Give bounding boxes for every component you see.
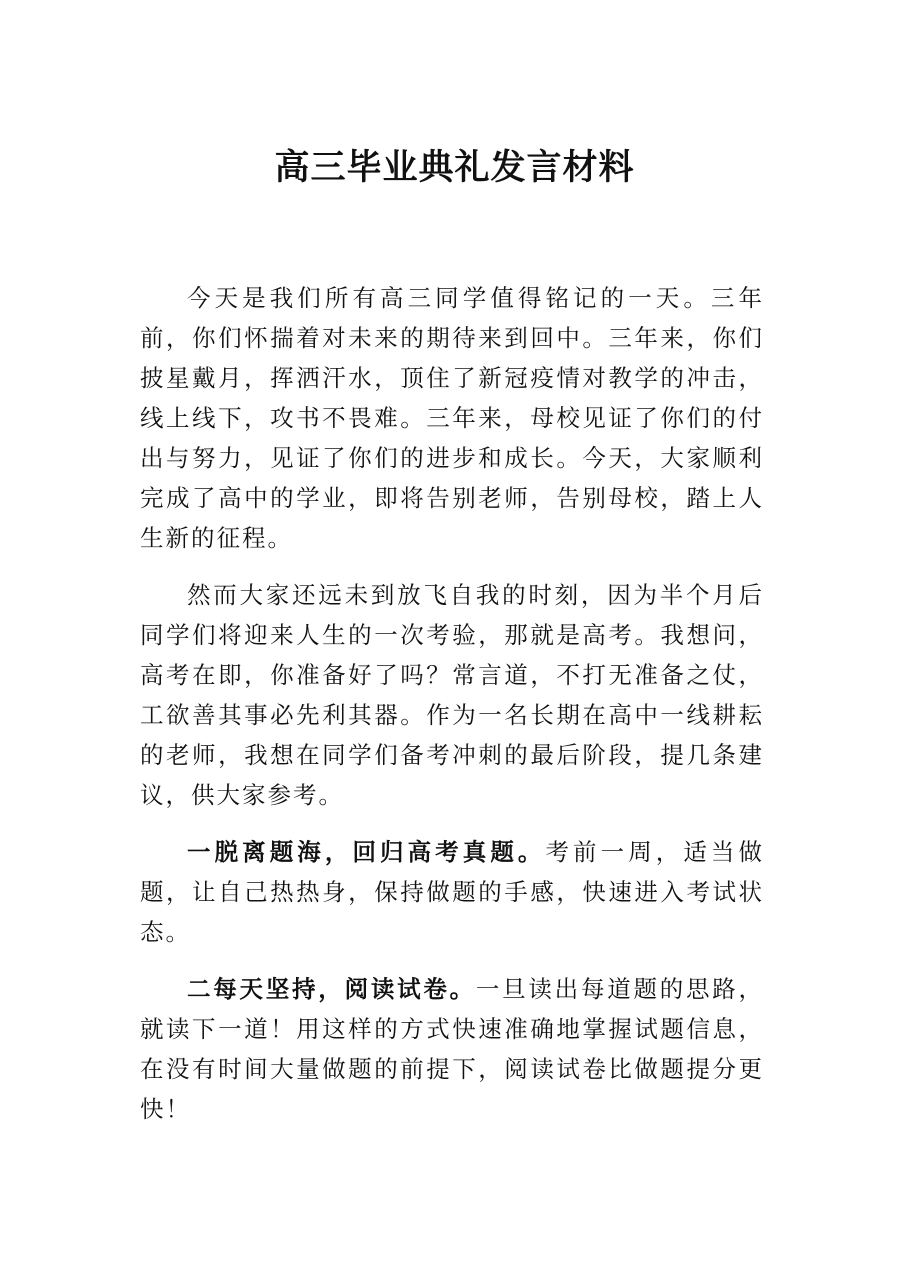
paragraph-text: 今天是我们所有高三同学值得铭记的一天。三年前，你们怀揣着对未来的期待来到回中。三年来，你们披星戴月，挥洒汗水，顶住了新冠疫情对教学的冲击，线上线下，攻书不畏难。三年来，母校见证了你们的付出与努力，见证了你们的进步和成长。今天，大家顺利完成了高中的学业，即将告别老师，告别母校，踏上人生新的征程。 <box>140 284 764 552</box>
paragraph-suggestion-2 <box>140 969 764 1129</box>
document-title: 高三毕业典礼发言材料 <box>274 147 635 188</box>
paragraph-intro <box>140 278 764 558</box>
paragraph-text: 考前一周，适当做题，让自己热热身，保持做题的手感，快速进入考试状态。 <box>140 838 765 946</box>
paragraph-text: 然而大家还远未到放飞自我的时刻，因为半个月后同学们将迎来人生的一次考验，那就是高考。我想问，高考在即，你准备好了吗？常言道，不打无准备之仗，工欲善其事必先利其器。作为一名长期在高中一线耕耘的老师，我想在同学们备考冲刺的最后阶段，提几条建议，供大家参考。 <box>140 581 764 809</box>
paragraph-exam-advice <box>140 575 764 815</box>
paragraph-heading: 二每天坚持，阅读试卷。 <box>187 975 476 1003</box>
paragraph-heading: 一脱离题海，回归高考真题。 <box>187 838 546 866</box>
paragraph-suggestion-1 <box>140 832 764 952</box>
document-body <box>140 278 764 1146</box>
paragraph-text: 一旦读出每道题的思路，就读下一道！用这样的方式快速准确地掌握试题信息，在没有时间大量做题的前提下，阅读试卷比做题提分更快！ <box>140 975 765 1123</box>
